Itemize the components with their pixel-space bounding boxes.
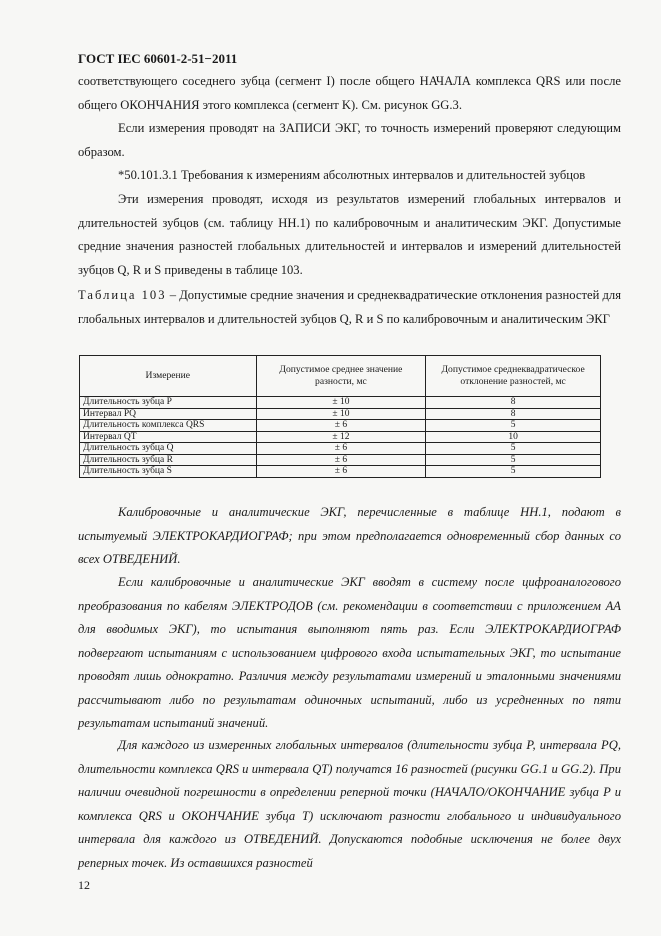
cell-std: 10 [426,431,601,443]
cell-mean: ± 10 [256,408,426,420]
cell-measurement: Длительность зубца R [80,454,257,466]
cell-std: 8 [426,397,601,409]
cell-mean: ± 10 [256,397,426,409]
header-measurement: Измерение [80,356,257,397]
paragraph-1: соответствующего соседнего зубца (сегмент I) после общего НАЧАЛА комплекса QRS или после общего ОКОНЧАНИЯ этого комплекса (сегмент K). См. рисунок GG.3. [78,74,621,112]
table-row [80,408,601,420]
paragraph-4: Эти измерения проводят, исходя из результатов измерений глобальных интервалов и длительностей зубцов (см. таблицу НН.1) по калибровочным и аналитическим ЭКГ. Допустимые средние значения разностей глобальных длительностей и интервалов и измерений длительностей зубцов Q, R и S приведены в таблице 103. [78,192,621,277]
table-row [80,454,601,466]
table-row [80,397,601,409]
cell-measurement: Длительность зубца Q [80,443,257,455]
cell-std: 5 [426,466,601,478]
table-row [80,466,601,478]
cell-mean: ± 12 [256,431,426,443]
table-caption [78,284,621,331]
table-caption-text: – Допустимые средние значения и среднеквадратические отклонения разностей для глобальных интервалов и длительностей зубцов Q, R и S по калибровочным и аналитическим ЭКГ [78,288,621,326]
header-std-deviation: Допустимое среднеквадратическое отклонение разностей, мс [426,356,601,397]
cell-measurement: Длительность зубца S [80,466,257,478]
cell-measurement: Длительность комплекса QRS [80,420,257,432]
header-mean-difference: Допустимое среднее значение разности, мс [256,356,426,397]
table-row [80,420,601,432]
document-header: ГОСТ IEC 60601-2-51−2011 [78,51,238,66]
table-header-row [80,356,601,397]
cell-std: 5 [426,454,601,466]
cell-mean: ± 6 [256,420,426,432]
table-caption-lead: Таблица 103 [78,288,167,302]
cell-measurement: Длительность зубца P [80,397,257,409]
paragraph-5: Калибровочные и аналитические ЭКГ, перечисленные в таблице НН.1, подают в испытуемый ЭЛЕКТРОКАРДИОГРАФ; при этом предполагается одновременный сбор данных со всех ОТВЕДЕНИЙ. [78,505,621,566]
table-row [80,443,601,455]
page-number: 12 [78,878,90,892]
paragraph-2: Если измерения проводят на ЗАПИСИ ЭКГ, то точность измерений проверяют следующим образом. [78,121,621,159]
cell-measurement: Интервал QT [80,431,257,443]
cell-mean: ± 6 [256,466,426,478]
cell-measurement: Интервал PQ [80,408,257,420]
table-row [80,431,601,443]
tolerance-table [79,355,601,478]
cell-mean: ± 6 [256,454,426,466]
cell-std: 5 [426,420,601,432]
section-heading: *50.101.3.1 Требования к измерениям абсолютных интервалов и длительностей зубцов [118,168,586,182]
cell-std: 8 [426,408,601,420]
cell-std: 5 [426,443,601,455]
paragraph-6: Если калибровочные и аналитические ЭКГ вводят в систему после цифроаналогового преобразования по кабелям ЭЛЕКТРОДОВ (см. рекомендации в соответствии с приложением АА для вводимых ЭКГ), то испытания выполняют пять раз. Если ЭЛЕКТРОКАРДИОГРАФ подвергают испытаниям с использованием цифрового входа испытательных ЭКГ, то испытание проводят лишь однократно. Различия между результатами измерений и эталонными значениями рассчитывают либо по результатам одиночных испытаний, либо из усредненных по пяти результатам испытаний значений. [78,575,621,730]
paragraph-7: Для каждого из измеренных глобальных интервалов (длительности зубца P, интервала PQ, длительности комплекса QRS и интервала QT) получатся 16 разностей (рисунки GG.1 и GG.2). При наличии очевидной погрешности в определении реперной точки (НАЧАЛО/ОКОНЧАНИЕ зубца P и комплекса QRS и ОКОНЧАНИЕ зубца T) исключают разности глобального и индивидуального интервала для каждого из ОТВЕДЕНИЙ. Допускаются подобные исключения не более двух реперных точек. Из оставшихся разностей [78,738,621,870]
cell-mean: ± 6 [256,443,426,455]
